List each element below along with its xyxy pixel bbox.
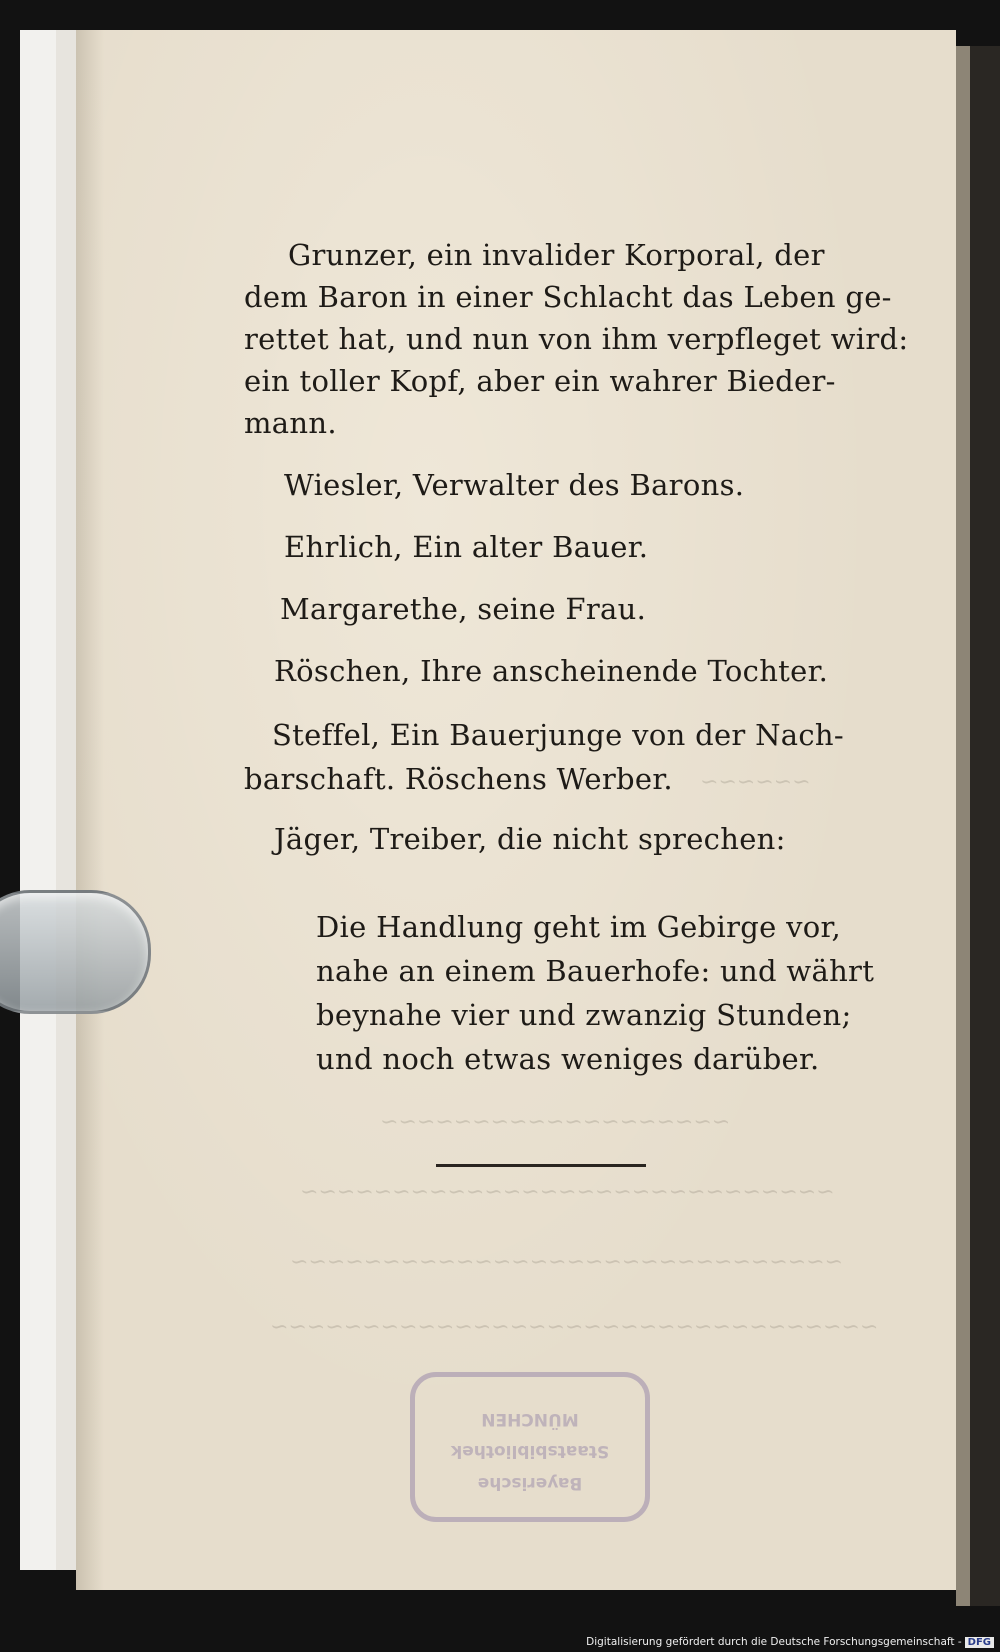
bleed-through-text: ~~~~~~~~~~~~~~~~~~~~~~~~~~~~~~ bbox=[290, 1250, 844, 1275]
setting-line-2: nahe an einem Bauerhofe: und währt bbox=[316, 954, 875, 988]
bleed-through-text: ~~~~~~~~~~~~~~~~~~~~~~~~~~~~~ bbox=[300, 1180, 835, 1205]
digitization-credit bbox=[586, 1636, 994, 1648]
stamp-line-1: Bayerische bbox=[477, 1473, 583, 1493]
setting-line-4: und noch etwas weniges darüber. bbox=[316, 1042, 820, 1076]
bleed-through-text: ~~~~~~ bbox=[700, 770, 811, 795]
setting-line-1: Die Handlung geht im Gebirge vor, bbox=[316, 910, 842, 944]
bleed-through-text: ~~~~~~~~~~~~~~~~~~~ bbox=[380, 1110, 731, 1135]
page-edge bbox=[970, 46, 1000, 1606]
entry-margarethe: Margarethe, seine Frau. bbox=[280, 592, 647, 626]
entry-steffel-line-1: Steffel, Ein Bauerjunge von der Nach- bbox=[272, 718, 844, 752]
entry-grunzer-line-4: ein toller Kopf, aber ein wahrer Bieder- bbox=[244, 364, 836, 398]
setting-line-3: beynahe vier und zwanzig Stunden; bbox=[316, 998, 852, 1032]
stamp-line-2: Staatsbibliothek bbox=[450, 1441, 610, 1461]
stamp-line-3: MÜNCHEN bbox=[481, 1409, 579, 1429]
credit-text: Digitalisierung gefördert durch die Deutsche Forschungsgemeinschaft - bbox=[586, 1636, 962, 1648]
entry-steffel-line-2: barschaft. Röschens Werber. bbox=[244, 762, 673, 796]
library-stamp bbox=[410, 1372, 650, 1522]
bleed-through-text: ~~~~~~~~~~~~~~~~~~~~~~~~~~~~~~~~~ bbox=[270, 1315, 879, 1340]
entry-grunzer-line-1: Grunzer, ein invalider Korporal, der bbox=[288, 238, 825, 272]
paper-strip-left bbox=[20, 30, 60, 1570]
entry-roeschen: Röschen, Ihre anscheinende Tochter. bbox=[274, 654, 829, 688]
section-rule bbox=[436, 1164, 646, 1167]
page-shadow bbox=[956, 46, 970, 1606]
entry-wiesler: Wiesler, Verwalter des Barons. bbox=[284, 468, 745, 502]
entry-grunzer-line-2: dem Baron in einer Schlacht das Leben ge- bbox=[244, 280, 892, 314]
paper-strip-inner bbox=[56, 30, 78, 1570]
entry-grunzer-line-3: rettet hat, und nun von ihm verpfleget wird: bbox=[244, 322, 909, 356]
entry-jaeger: Jäger, Treiber, die nicht sprechen: bbox=[274, 822, 786, 856]
entry-grunzer-line-5: mann. bbox=[244, 406, 337, 440]
dfg-logo: DFG bbox=[965, 1637, 994, 1648]
entry-ehrlich: Ehrlich, Ein alter Bauer. bbox=[284, 530, 649, 564]
glass-page-clip bbox=[0, 890, 151, 1014]
